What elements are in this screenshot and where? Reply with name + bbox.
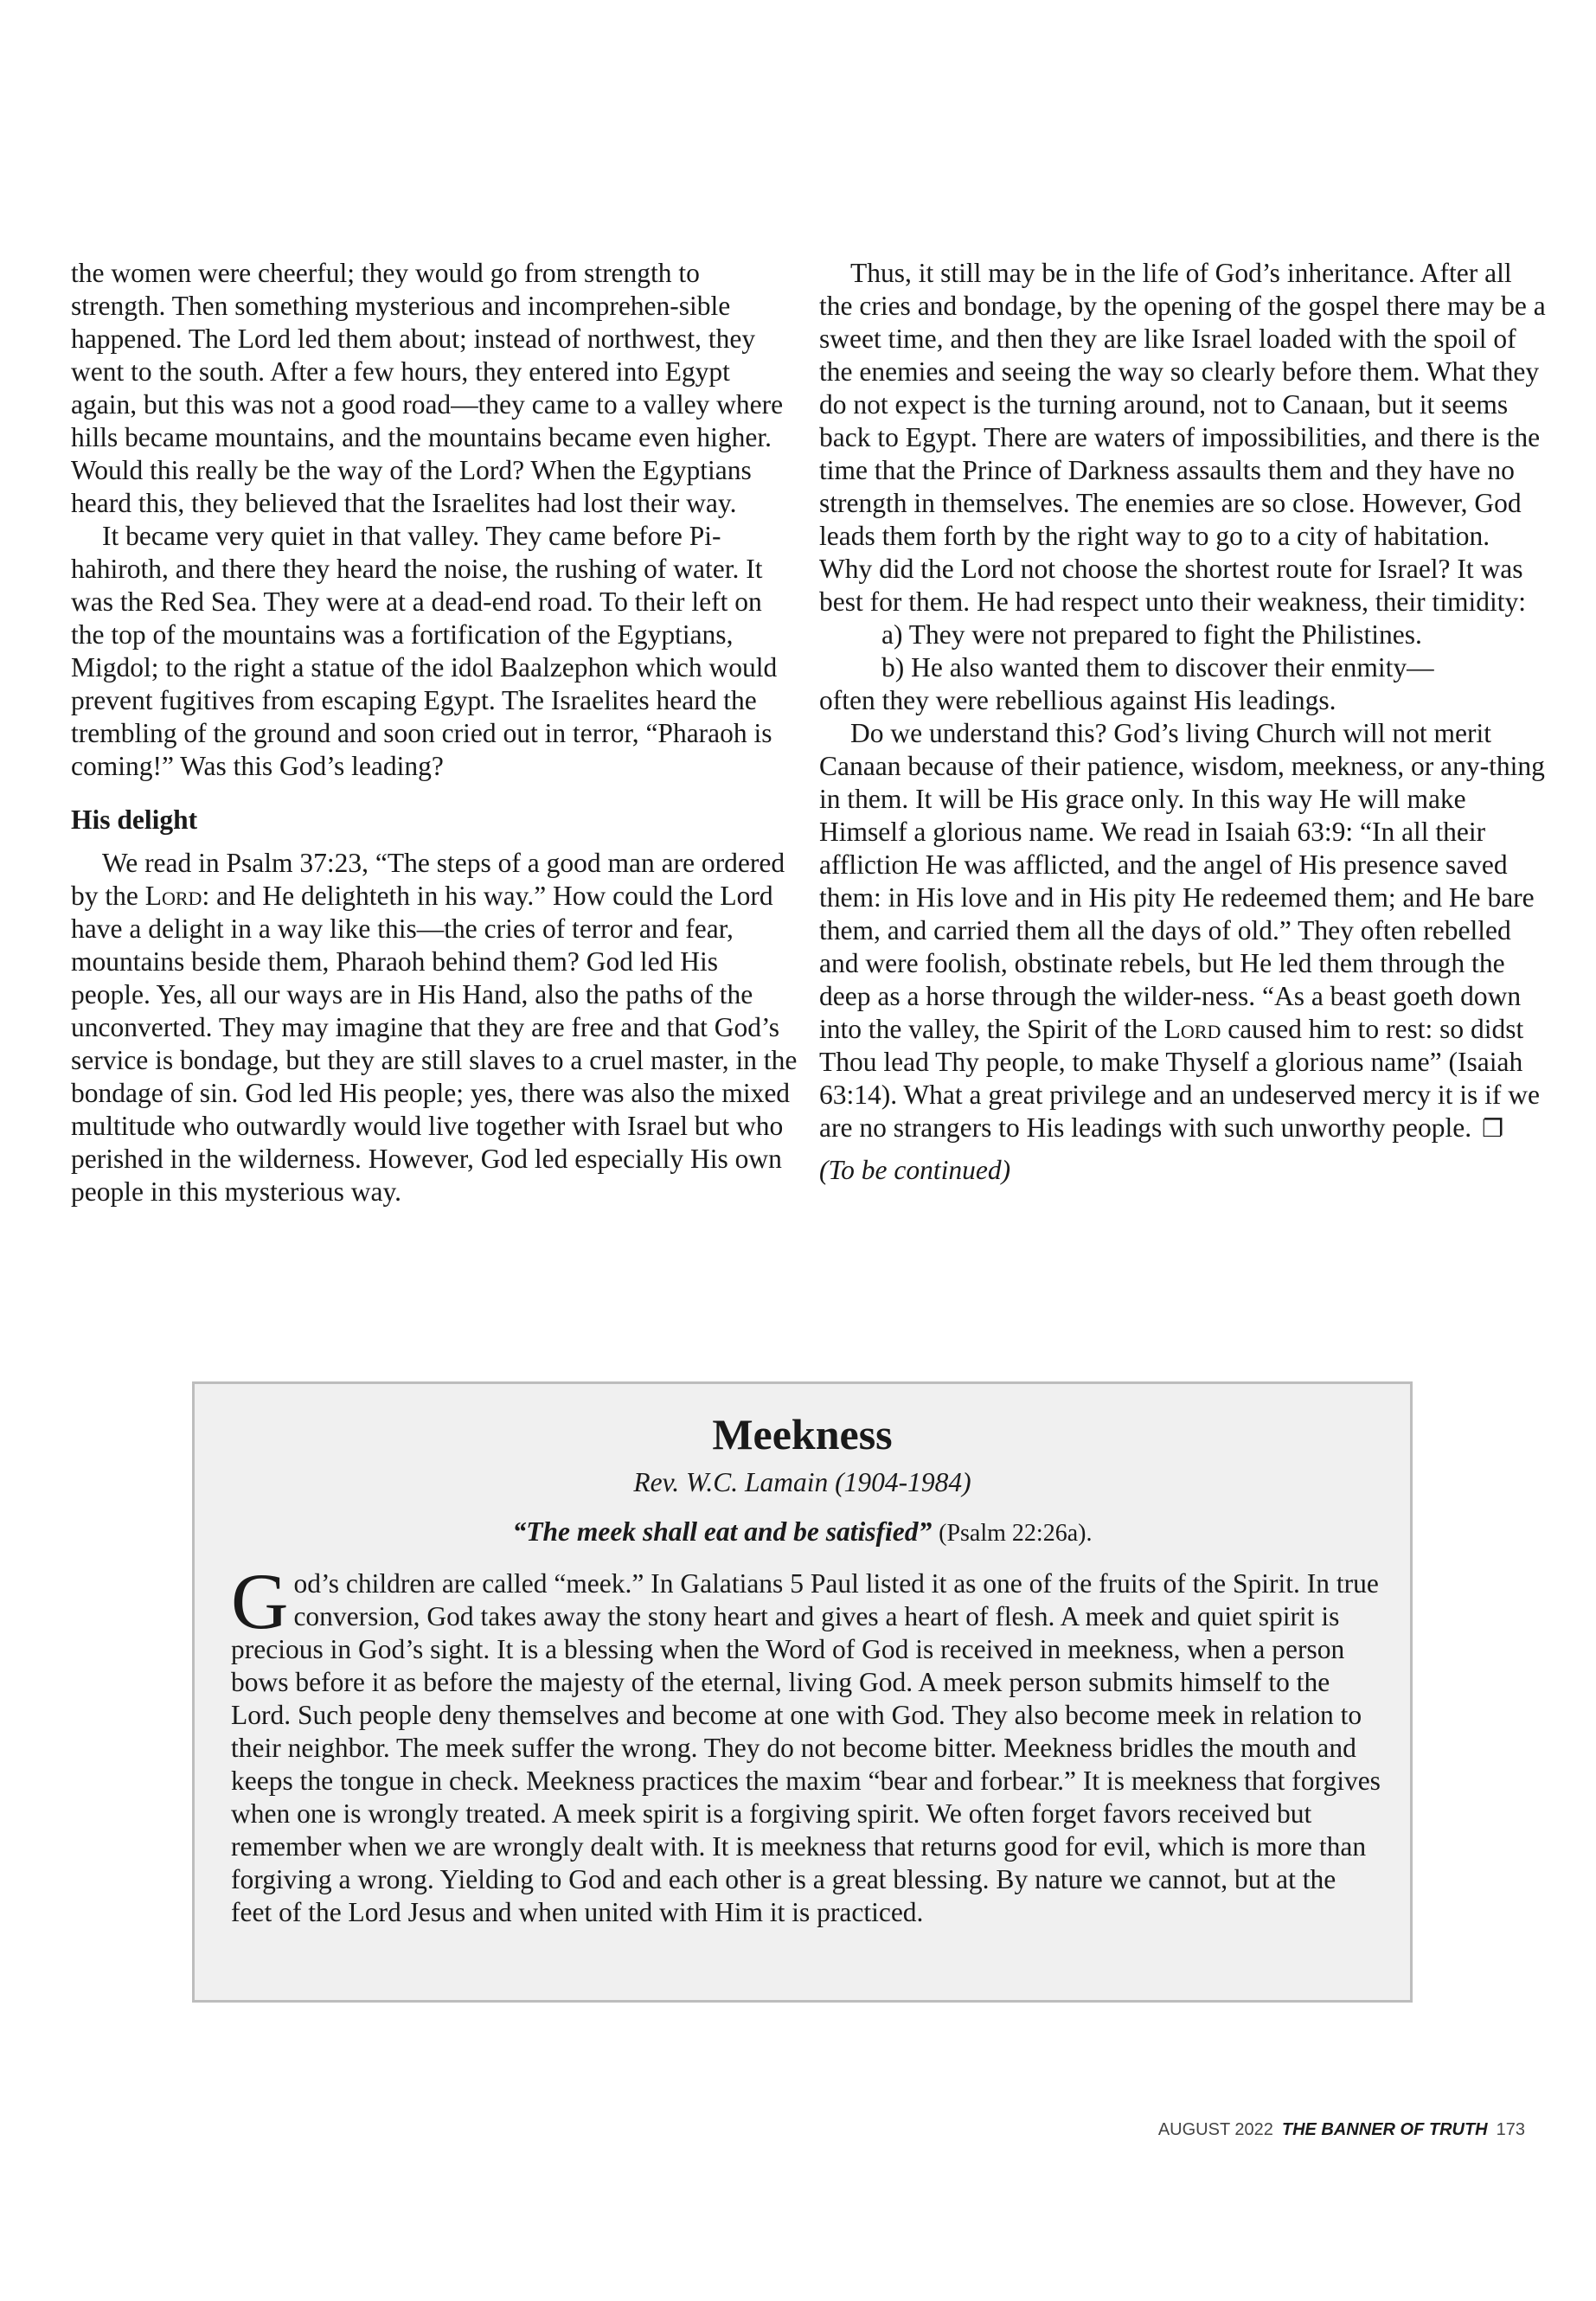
list-item-a: a) They were not prepared to fight the Philistines.: [881, 619, 1422, 650]
left-paragraph-2: It became very quiet in that valley. They came before Pi-hahiroth, and there they heard the noise, the rushing of water. It was the Red Sea. They were at a dead-end road. To their left on the top of the mountains was a fortification of the Egyptians, Migdol; to the right a statue of the idol Baalzephon which would prevent fugitives from escaping Egypt. The Israelites heard the trembling of the ground and soon cried out in terror, “Pharaoh is coming!” Was this God’s leading?: [71, 521, 778, 781]
left-paragraph-3-end: : and He delighteth in his way.” How could the Lord have a delight in a way like this—the cries of terror and fear, mountains beside them, Pharaoh behind them? God led His people. Yes, all our ways are in His Hand, also the paths of the unconverted. They may imagine that they are free and that God’s service is bondage, but they are still slaves to a cruel master, in the bondage of sin. God led His people; yes, there was also the mixed multitude who outwardly would live together with Israel but who perished in the wilderness. However, God led especially His own people in this mysterious way.: [71, 881, 798, 1207]
list-item-b-continued: often they were rebellious against His leadings.: [819, 685, 1336, 715]
sidebar-body-text: od’s children are called “meek.” In Galatians 5 Paul listed it as one of the fruits of the Spirit. In true conversion, God takes away the stony heart and gives a heart of flesh. A meek and quiet spirit is precious in God’s sight. It is a blessing when the Word of God is received in meekness, when a person bows before it as before the majesty of the eternal, living God. A meek person submits himself to the Lord. Such people deny themselves and become at one with God. They also become meek in relation to their neighbor. The meek suffer the wrong. They do not become bitter. Meekness bridles the mouth and keeps the tongue in check. Meekness practices the maxim “bear and forbear.” It is meekness that forgives when one is wrongly treated. A meek spirit is a forgiving spirit. We often forget favors received but remember when we are wrongly dealt with. It is meekness that returns good for evil, which is more than forgiving a wrong. Yielding to God and each other is a great blessing. By nature we cannot, but at the feet of the Lord Jesus and when united with Him it is practiced.: [231, 1568, 1381, 1927]
sidebar-quote-line: [195, 1516, 1410, 1550]
sidebar-quote: “The meek shall eat and be satisfied”: [512, 1516, 933, 1547]
right-paragraph-2: [819, 717, 1548, 1145]
page-footer: [1158, 2120, 1525, 2140]
left-paragraph-1: the women were cheerful; they would go from strength to strength. Then something mysterious and incomprehen-sible happened. The Lord led them about; instead of northwest, they went to the south. After a few hours, they entered into Egypt again, but this was not a good road—they came to a valley where hills became mountains, and the mountains became even higher. Would this really be the way of the Lord? When the Egyptians heard this, they believed that the Israelites had lost their way.: [71, 258, 784, 518]
left-paragraph-3-start: We read in Psalm 37:23, “The steps of a good man are ordered by the: [71, 848, 785, 911]
list-item-b: b) He also wanted them to discover their enmity—: [881, 652, 1434, 683]
right-paragraph-2-start: Do we understand this? God’s living Church will not merit Canaan because of their patience, wisdom, meekness, or any-thing in them. It will be His grace only. In this way He will make Himself a glorious name. We read in Isaiah 63:9: “In all their affliction He was afflicted, and the angel of His presence saved them: in His love and in His pity He redeemed them; and He bare them, and carried them all the days of old.” They often rebelled and were foolish, obstinate rebels, but He led them through the deep as a horse through the wilder-ness. “As a beast goeth down into the valley, the Spirit of the: [819, 718, 1545, 1044]
lord-small-caps: Lord: [144, 881, 202, 911]
page-number: 173: [1496, 2120, 1525, 2139]
sidebar-author: Rev. W.C. Lamain (1904-1984): [633, 1467, 971, 1497]
sidebar-title: Meekness: [712, 1410, 893, 1458]
right-paragraph-1: Thus, it still may be in the life of God’s inheritance. After all the cries and bondage, by the opening of the gospel there may be a sweet time, and then they are like Israel loaded with the spoil of the enemies and seeing the way so clearly before them. What they do not expect is the turning around, not to Canaan, but it seems back to Egypt. There are waters of impossibilities, and there is the time that the Prince of Darkness assaults them and they have no strength in themselves. The enemies are so close. However, God leads them forth by the right way to go to a city of habitation. Why did the Lord not choose the shortest route for Israel? It was best for them. He had respect unto their weakness, their timidity:: [819, 258, 1546, 617]
sidebar-body: [231, 1557, 1381, 1929]
left-paragraph-3: [71, 847, 798, 1208]
left-column: [71, 257, 798, 1208]
meekness-sidebar-box: [192, 1381, 1413, 2003]
footer-publication: THE BANNER OF TRUTH: [1281, 2120, 1488, 2139]
right-column: [819, 257, 1548, 1187]
lord-small-caps: Lord: [1163, 1014, 1221, 1044]
sidebar-quote-reference: (Psalm 22:26a).: [939, 1520, 1093, 1547]
footer-date: AUGUST 2022: [1157, 2120, 1273, 2139]
right-paragraph-2-end: caused him to rest: so didst Thou lead Thy people, to make Thyself a glorious name” (Isaiah 63:14). What a great privilege and an undeserved mercy it is if we are no strangers to His leadings with such unworthy people.: [819, 1014, 1540, 1143]
to-be-continued: (To be continued): [819, 1155, 1011, 1185]
drop-cap: G: [231, 1557, 289, 1645]
subheading-his-delight: His delight: [71, 804, 198, 835]
end-mark-icon: ❐: [1482, 1114, 1504, 1143]
